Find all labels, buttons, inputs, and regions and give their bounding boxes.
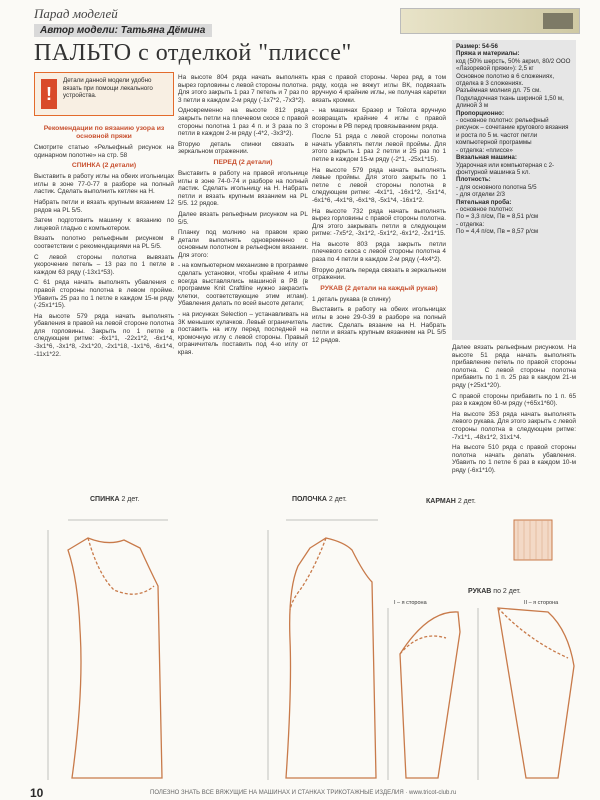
spec-line: Вязальная машина: — [456, 154, 517, 162]
heading-sleeve: РУКАВ (2 детали на каждый рукав) — [320, 284, 438, 292]
spec-line: - для основного полотна 5/5 — [456, 183, 537, 191]
paragraph: С левой стороны полотна вывязать укорочение петель – 13 раз по 1 петле в каждом 63 ряду (-13х1*53). — [34, 253, 174, 276]
sleeve-part-2 — [498, 608, 574, 778]
spec-line: Пряжа и материалы: — [456, 50, 520, 58]
spec-line: код (50% шерсть, 50% акрил, 80/2 ООО «Лазоревой пряжи»): 2,5 кг — [456, 57, 571, 73]
paragraph: - на рисунках Selection – устанавливать на 3К меньших кулачков. Левый ограничитель поставить на иглу перед последней на кромочную иглу с левой стороны. Правый ограничитель поставить под 4-ю иглу от края. — [178, 311, 308, 356]
front-dimension-lines — [268, 520, 378, 780]
heading-front: ПЕРЕД (2 детали) — [213, 158, 273, 166]
paragraph: После 51 ряда с левой стороны полотна начать убавлять петли левой проймы. Для этого закрыть 1 раз 2 петли и 25 раз по 1 петле в каждом 15-м ряду (-2*1, -25х1*15). — [312, 133, 446, 163]
pocket-count: 2 дет. — [457, 498, 476, 505]
paragraph: Смотрите статью «Рельефный рисунок на одинарном полотне» на стр. 58 — [34, 144, 174, 159]
sleeve-side-1-label: I – я сторона — [394, 600, 427, 606]
paragraph: Одновременно на высоте 812 ряда закрыть петли на плечевом скосе с правой стороны полотна 1 раз 4 п. и 3 раза по 3 петли в каждом 2-м ряду (-4*2, -3х3*2). — [178, 107, 308, 138]
spec-line: - основное полотно: рельефный рисунок – сочетание кругового вязания и роста по 5 м. частот петли компьютерной программы — [456, 117, 569, 147]
heading-back: СПИНКА (2 детали) — [71, 162, 137, 170]
paragraph: Затем подготовить машину к вязанию по лицевой гладью с компьютером. — [34, 217, 174, 232]
header-banner-image — [400, 8, 580, 34]
paragraph: Вторую деталь переда связать в зеркальном отражении. — [312, 266, 446, 282]
text-column-2 — [178, 74, 308, 480]
pocket-piece — [514, 520, 552, 560]
spec-line: Разъёмная молния дл. 75 см. — [456, 87, 541, 95]
front-title: ПОЛОЧКА — [292, 496, 327, 503]
paragraph: На высоте 804 ряда начать выполнять вырез горловины с левой стороны полотна. Для этого закрыть 1 раз 7 петель и 7 раз по 3 петли в каждом 2-м ряду (-1х7*2, -7х3*2). — [178, 74, 308, 104]
paragraph: Выставить в работу иглы на обеих игольницах иглы в зоне 77-0-77 в разборе на полный ластик. Сделать выполнить кетлен на Н. — [34, 173, 174, 196]
sleeve-label — [468, 588, 521, 595]
banner-machine-icon — [543, 13, 573, 29]
spec-line: Пропорционно: — [456, 109, 505, 117]
sleeve-side-2-label: II – я сторона — [524, 600, 559, 606]
author-label: Автор модели: Татьяна Дёмина — [34, 24, 212, 37]
spec-line: - основное полотно: — [456, 205, 514, 213]
paragraph: На высоте 579 ряда начать выполнять левые проймы. Для этого закрыть по 1 петле с левой стороны полотна в следующем ритме: -4х1*1, -16х1*2, -5х1*4, -6х1*6, -4х1*8, -6х1*8, -5х1*4, -16х1*2. — [312, 166, 446, 204]
paragraph: Вторую деталь спинки связать в зеркальном отражении. — [178, 140, 308, 156]
paragraph: 1 деталь рукава (в спинку) — [312, 295, 391, 303]
spec-line: Размер: 54-56 — [456, 43, 498, 50]
exclamation-icon: ! — [41, 79, 57, 109]
back-count: 2 дет. — [121, 496, 140, 503]
text-column-3 — [312, 74, 446, 480]
back-label — [90, 496, 139, 503]
paragraph: Вязать полотно рельефным рисунком в соответствии с рекомендациями на РL 5/5. — [34, 235, 174, 250]
spec-line: Плотность: — [456, 176, 491, 184]
paragraph: На высоте 803 ряда закрыть петли плечевого скоса с левой стороны полотна 4 раза по 4 петли в каждом 2-м ряду (-4х4*2). — [312, 240, 446, 264]
paragraph: Планку под молнию на правом краю детали выполнять одновременно с основным полотном в рельефном вязании. Для этого: — [178, 229, 308, 259]
spec-line: Подкладочная ткань шириной 1,50 м, длиной 3 м — [456, 94, 564, 110]
paragraph: - на компьютерном механизме в программе сделать установки, чтобы крайние 4 иглы всегда выставлялись машиной в РВ (в программе Knit Craftline нужно закрасить клетки, соответствующие этим иглам). Убавления делать по всей высоте детали; — [178, 262, 308, 308]
paragraph: На высоте 579 ряда начать выполнять убавления в правой на левой стороне полотна для горловины. Закрыть по 1 петле в следующем ритме: -6х1*1, -22х1*2, -6х1*4, -3х1*6, -3х1*8, -2х1*20, -2х1*18, -1х1*6, -6х1*4, -11х1*22. — [34, 312, 174, 358]
paragraph: Выставить в работу на правой игольнице иглы в зоне 74-0-74 и разборе на полный ластик. Сделать игольницу на Н. Набрать петли и вязать крупным вязанием на РL 5/5. 12 рядов. — [178, 169, 308, 208]
spec-line: Ударочная или компьютерная с 2-фонтурной машинка 5 кл. — [456, 161, 555, 176]
paragraph: На высоте 510 ряда с правой стороны полотна начать делать убавления. Убавить по 1 петле 6 раз в каждом 10-м ряду (-6х1*10). — [452, 444, 576, 474]
back-dimension-lines — [48, 520, 168, 780]
pattern-svg — [28, 490, 580, 788]
sleeve-part-1 — [400, 612, 460, 778]
paragraph: На высоте 353 ряда начать выполнять левого рукава. Для этого закрыть с левой стороны полотна в следующем ритме: -7х1*1, -48х1*2, 31х1*4. — [452, 410, 576, 441]
paragraph: Далее вязать рельефным рисунком. На высоте 51 ряда начать выполнять прибавление петель по правой стороны полотна. С левой стороны полотна прибавить по 1 п. 25 раз в каждом 21-м ряду (+25х1*20). — [452, 344, 576, 389]
spec-line: Основное полотно в 6 сложениях, отделка в 3 сложениях. — [456, 72, 555, 88]
materials-box — [452, 40, 576, 340]
pocket-label — [426, 498, 476, 505]
spec-line: По = 4,4 п/см, Пв = 8,57 р/см — [456, 228, 539, 236]
front-count: 2 дет. — [328, 496, 347, 503]
paragraph: С правой стороны прибавить по 1 п. 65 раз в каждом 60-м ряду (+65х1*60). — [452, 392, 576, 408]
spec-line: - для отделки 2/3 — [456, 191, 505, 199]
paragraph: края с правой стороны. Через ряд, в том ряду, когда не вяжут иглы ВК, подвязать вручную 4 крайние иглы, не получая каретки вязать кромки. — [312, 74, 446, 104]
spec-line: Пятельная проба: — [456, 198, 512, 206]
back-piece — [68, 538, 162, 778]
sleeve-title: РУКАВ — [468, 588, 492, 595]
paragraph: Набрать петли и вязать крупным вязанием 12 рядов на РL 5/5. — [34, 198, 174, 214]
back-title: СПИНКА — [90, 496, 120, 503]
front-label — [292, 496, 347, 503]
sleeve-count: по 2 дет. — [493, 588, 521, 595]
page-number: 10 — [30, 786, 44, 800]
front-piece — [286, 538, 376, 778]
section-label: Парад моделей — [34, 6, 118, 21]
warning-box — [34, 72, 174, 116]
paragraph: Далее вязать рельефным рисунком на РL 5/5. — [178, 210, 308, 226]
pocket-title: КАРМАН — [426, 498, 456, 505]
paragraph: Выставить в работу на обеих игольницах иглы в зоне 29-0-39 в разборе на полный ластик. Сделать вязание на Н. Набрать петли и вязать крупным вязанием на РL 5/5 12 рядов. — [312, 306, 446, 344]
spec-line: - отделка: «плиссе» — [456, 146, 513, 154]
heading-recommendations: Рекомендации по вязанию узора из основной пряжи — [43, 125, 165, 140]
text-column-4 — [452, 344, 576, 484]
spec-line: По = 3,3 п/см, Пв = 8,51 р/см — [456, 213, 539, 221]
paragraph: На высоте 732 ряда начать выполнять вырез горловины с правой стороны полотна. Для этого закрывать петли в следующем ритме: -7х5*2, -3х1*2, -5х1*2, -6х1*2, -2х1*15. — [312, 207, 446, 238]
pattern-diagram — [28, 490, 580, 790]
footer-text: ПОЛЕЗНО ЗНАТЬ ВСЕ ВЯЖУЩИЕ НА МАШИНАХ И СТАНКАХ ТРИКОТАЖНЫЕ ИЗДЕЛИЯ · www.tricot-club.ru — [150, 790, 457, 796]
spec-line: - отделка: — [456, 220, 485, 228]
text-column-1 — [34, 122, 174, 482]
paragraph: С 61 ряда начать выполнять убавления с правой стороны полотна в левом пройме. Убавить 25 раз по 1 петле в каждом 15-м ряду (-25х1*15). — [34, 279, 174, 310]
paragraph: - на машинах Бразер и Тойота вручную возвращать крайние 4 иглы с правой стороны в РВ перед провязыванием ряда. — [312, 107, 446, 130]
page-title: ПАЛЬТО с отделкой "плиссе" — [34, 40, 352, 66]
warning-text: Детали данной модели удобно вязать при помощи лекального устройства. — [63, 77, 153, 100]
